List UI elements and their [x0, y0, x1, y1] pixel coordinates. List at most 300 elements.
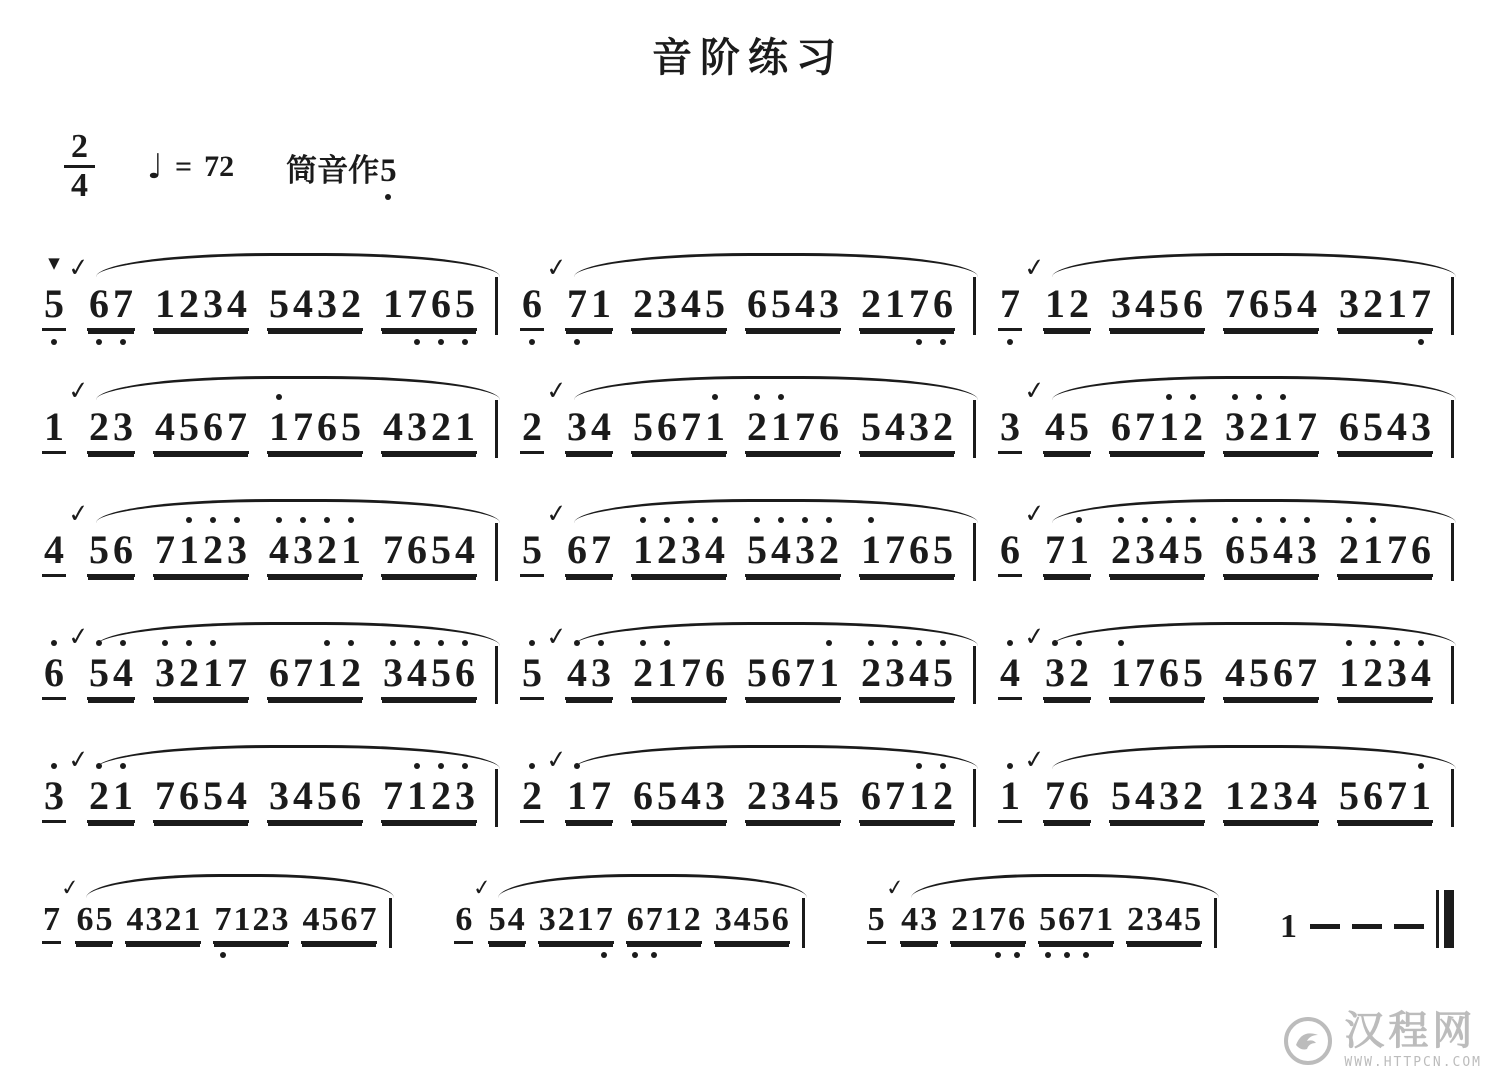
note: 6	[178, 773, 199, 818]
note: 4	[302, 901, 320, 938]
note: 5	[1158, 281, 1179, 326]
note: 6	[1158, 650, 1179, 695]
measure	[520, 251, 976, 331]
note: 1	[1410, 773, 1431, 818]
note-group	[87, 650, 135, 700]
note: 5	[1110, 773, 1131, 818]
note: 7	[680, 404, 701, 449]
note-group	[1038, 903, 1114, 944]
note-group	[75, 903, 113, 944]
note: 5	[867, 901, 885, 938]
note: 6	[656, 404, 677, 449]
note: 4	[1296, 281, 1317, 326]
note: 6	[1058, 901, 1076, 938]
breath-mark-icon: ✓	[66, 251, 91, 284]
breath-mark-icon: ✓	[544, 620, 569, 653]
first-note	[42, 527, 66, 577]
note-group	[1337, 773, 1433, 823]
note: 7	[292, 404, 313, 449]
note: 2	[1248, 773, 1269, 818]
note: 4	[1165, 901, 1183, 938]
barline	[1451, 769, 1454, 827]
note: 7	[214, 901, 232, 938]
note: 2	[88, 404, 109, 449]
note: 4	[406, 650, 427, 695]
note: 7	[566, 281, 587, 326]
note: 1	[340, 527, 361, 572]
note: 1	[112, 773, 133, 818]
note: 5	[1182, 527, 1203, 572]
note-group	[631, 404, 727, 454]
note: 6	[1008, 901, 1026, 938]
note: 1	[908, 773, 929, 818]
note-group	[565, 650, 613, 700]
notation-area	[42, 249, 1454, 944]
note: 4	[1134, 773, 1155, 818]
note: 3	[714, 901, 732, 938]
measure	[520, 497, 976, 577]
note: 1	[664, 901, 682, 938]
final-barline-thin	[1436, 890, 1439, 948]
note-group	[213, 903, 289, 944]
note: 1	[178, 527, 199, 572]
note: 6	[112, 527, 133, 572]
note: 1	[656, 650, 677, 695]
note-group	[1043, 650, 1091, 700]
slur-arc	[1052, 253, 1456, 277]
note: 2	[932, 773, 953, 818]
note-group	[950, 903, 1026, 944]
note-group	[1126, 903, 1202, 944]
note: 3	[1338, 281, 1359, 326]
note: 2	[656, 527, 677, 572]
slur-arc	[96, 253, 500, 277]
note-group	[565, 527, 613, 577]
note: 6	[1410, 527, 1431, 572]
note: 1	[1386, 281, 1407, 326]
note-group	[301, 903, 377, 944]
note: 2	[1068, 281, 1089, 326]
slur-arc	[574, 499, 978, 523]
note: 5	[1182, 650, 1203, 695]
note-group	[1223, 281, 1319, 331]
note-group	[153, 404, 249, 454]
note: 1	[770, 404, 791, 449]
first-note	[998, 650, 1022, 700]
first-note	[520, 527, 544, 577]
note-group	[631, 650, 727, 700]
note-group	[153, 281, 249, 331]
note-group	[859, 527, 955, 577]
note-group	[87, 527, 135, 577]
note-group	[87, 404, 135, 454]
note: 6	[1110, 404, 1131, 449]
duration-dash	[1310, 924, 1340, 929]
first-note	[520, 404, 544, 454]
note: 2	[1127, 901, 1145, 938]
measure	[998, 620, 1454, 700]
note: 2	[340, 650, 361, 695]
note: 1	[454, 404, 475, 449]
note: 2	[860, 281, 881, 326]
final-barline	[1436, 890, 1454, 948]
final-barline-thick	[1444, 890, 1454, 948]
barline	[495, 277, 498, 335]
time-signature-denominator: 4	[64, 165, 95, 204]
note: 3	[112, 404, 133, 449]
breath-mark-icon: ✓	[1022, 743, 1047, 776]
note: 7	[1044, 527, 1065, 572]
note: 2	[164, 901, 182, 938]
note: 5	[268, 281, 289, 326]
note-group	[267, 404, 363, 454]
breath-mark-icon: ✓	[66, 374, 91, 407]
note: 1	[154, 281, 175, 326]
first-note	[42, 254, 66, 331]
note: 6	[1338, 404, 1359, 449]
note: 6	[202, 404, 223, 449]
note-group	[153, 773, 249, 823]
note: 3	[1134, 527, 1155, 572]
measure	[42, 875, 392, 944]
barline	[973, 646, 976, 704]
note: 3	[154, 650, 175, 695]
note: 1	[1362, 527, 1383, 572]
barline	[495, 523, 498, 581]
note: 2	[632, 650, 653, 695]
note: 4	[1044, 404, 1065, 449]
note: 3	[538, 901, 556, 938]
first-note	[520, 773, 544, 823]
barline	[495, 400, 498, 458]
note: 5	[632, 404, 653, 449]
note-group	[565, 281, 613, 331]
note: 5	[95, 901, 113, 938]
note: 3	[382, 650, 403, 695]
note: 7	[884, 773, 905, 818]
barline	[1451, 646, 1454, 704]
note: 6	[1000, 527, 1021, 572]
note: 5	[454, 281, 475, 326]
note: 2	[522, 404, 543, 449]
slur-arc	[574, 376, 978, 400]
note: 6	[1068, 773, 1089, 818]
first-note	[998, 281, 1022, 331]
note: 6	[632, 773, 653, 818]
note-group	[87, 773, 135, 823]
note-group	[125, 903, 201, 944]
note: 6	[1362, 773, 1383, 818]
slur-arc	[1052, 745, 1456, 769]
note: 5	[1248, 527, 1269, 572]
measure	[520, 620, 976, 700]
note-group	[381, 650, 477, 700]
tempo-bpm: 72	[204, 150, 235, 183]
note: 4	[590, 404, 611, 449]
note: 2	[683, 901, 701, 938]
note-group	[1223, 650, 1319, 700]
note: 2	[1182, 773, 1203, 818]
note: 7	[590, 527, 611, 572]
note: 2	[1110, 527, 1131, 572]
slur-arc	[86, 874, 394, 898]
note: 2	[1338, 527, 1359, 572]
note: 5	[1068, 404, 1089, 449]
measure	[998, 251, 1454, 331]
note-group	[1043, 404, 1091, 454]
key-note: 5	[380, 152, 397, 189]
note: 3	[316, 281, 337, 326]
first-note	[998, 404, 1022, 454]
note: 4	[1158, 527, 1179, 572]
measure	[42, 497, 498, 577]
note: 1	[1044, 281, 1065, 326]
note: 1	[704, 404, 725, 449]
note: 5	[704, 281, 725, 326]
note-group	[745, 281, 841, 331]
note: 4	[1296, 773, 1317, 818]
note: 7	[154, 773, 175, 818]
note-group	[1337, 650, 1433, 700]
note: 5	[88, 527, 109, 572]
note: 4	[1000, 650, 1021, 695]
note: 5	[1272, 281, 1293, 326]
note-group	[267, 773, 363, 823]
note: 5	[178, 404, 199, 449]
note: 4	[908, 650, 929, 695]
time-signature-numerator: 2	[71, 128, 88, 166]
note: 7	[359, 901, 377, 938]
note: 4	[154, 404, 175, 449]
note: 6	[1224, 527, 1245, 572]
note: 2	[1248, 404, 1269, 449]
note: 1	[818, 650, 839, 695]
barline	[973, 277, 976, 335]
note: 4	[680, 281, 701, 326]
note: 3	[268, 773, 289, 818]
note: 6	[860, 773, 881, 818]
note: 5	[860, 404, 881, 449]
note: 6	[340, 901, 358, 938]
note: 2	[932, 404, 953, 449]
note-group	[381, 773, 477, 823]
first-note	[42, 773, 66, 823]
note: 2	[340, 281, 361, 326]
breath-mark-icon: ✓	[1022, 374, 1047, 407]
barline	[1451, 523, 1454, 581]
note-group	[745, 404, 841, 454]
note: 1	[268, 404, 289, 449]
note: 7	[1386, 527, 1407, 572]
note: 2	[818, 527, 839, 572]
note: 1	[382, 281, 403, 326]
note: 5	[340, 404, 361, 449]
note: 6	[746, 281, 767, 326]
note: 7	[794, 404, 815, 449]
music-line	[42, 249, 1454, 331]
note: 7	[794, 650, 815, 695]
note: 3	[1146, 901, 1164, 938]
measure	[42, 374, 498, 454]
note: 5	[1248, 650, 1269, 695]
slur-arc	[1052, 376, 1456, 400]
note: 1	[316, 650, 337, 695]
note: 7	[112, 281, 133, 326]
note-group	[714, 903, 790, 944]
barline	[1214, 898, 1217, 948]
note: 6	[454, 650, 475, 695]
watermark-logo-icon	[1282, 1015, 1334, 1067]
note: 3	[656, 281, 677, 326]
note-group	[267, 650, 363, 700]
note: 7	[226, 650, 247, 695]
measure	[998, 374, 1454, 454]
note: 6	[430, 281, 451, 326]
note: 5	[88, 650, 109, 695]
note: 7	[292, 650, 313, 695]
note: 2	[951, 901, 969, 938]
note-group	[565, 404, 613, 454]
key-instruction	[286, 145, 398, 190]
note: 5	[932, 527, 953, 572]
note-group	[267, 527, 363, 577]
barline	[802, 898, 805, 948]
note: 7	[989, 901, 1007, 938]
note: 7	[645, 901, 663, 938]
note: 4	[292, 773, 313, 818]
note: 7	[1000, 281, 1021, 326]
note: 3	[1158, 773, 1179, 818]
note: 7	[1044, 773, 1065, 818]
barline	[973, 523, 976, 581]
note: 7	[590, 773, 611, 818]
note: 3	[908, 404, 929, 449]
note: 3	[680, 527, 701, 572]
note: 3	[920, 901, 938, 938]
barline	[495, 646, 498, 704]
barline	[1451, 277, 1454, 335]
note: 1	[233, 901, 251, 938]
note: 7	[1296, 404, 1317, 449]
note: 5	[746, 527, 767, 572]
note: 1	[1096, 901, 1114, 938]
barline	[973, 769, 976, 827]
first-note	[42, 404, 66, 454]
note-group	[745, 527, 841, 577]
note: 1	[1338, 650, 1359, 695]
note-group	[565, 773, 613, 823]
duration-dash	[1352, 924, 1382, 929]
note: 4	[770, 527, 791, 572]
note: 1	[44, 404, 64, 449]
watermark	[1282, 1008, 1482, 1070]
note: 1	[1158, 404, 1179, 449]
note: 1	[1224, 773, 1245, 818]
breath-mark-icon: ✓	[66, 620, 91, 653]
note: 5	[1184, 901, 1202, 938]
note-group	[1109, 773, 1205, 823]
note: 7	[680, 650, 701, 695]
note: 6	[1182, 281, 1203, 326]
note-group	[1223, 527, 1319, 577]
barline	[1451, 400, 1454, 458]
note: 2	[88, 773, 109, 818]
note: 4	[680, 773, 701, 818]
accent-icon: ▼	[48, 254, 60, 272]
note: 2	[746, 404, 767, 449]
measure	[42, 251, 498, 331]
barline	[495, 769, 498, 827]
note: 2	[202, 527, 223, 572]
music-line	[42, 372, 1454, 454]
breath-mark-icon: ✓	[544, 374, 569, 407]
note: 4	[226, 773, 247, 818]
note: 6	[406, 527, 427, 572]
barline	[389, 898, 392, 948]
note: 1	[632, 527, 653, 572]
note: 7	[1224, 281, 1245, 326]
note: 5	[202, 773, 223, 818]
tempo-equals: =	[175, 150, 193, 183]
note: 7	[226, 404, 247, 449]
note-group	[900, 903, 938, 944]
first-note	[520, 281, 544, 331]
note: 6	[522, 281, 543, 326]
note: 6	[566, 527, 587, 572]
note: 1	[566, 773, 587, 818]
note: 4	[794, 773, 815, 818]
note: 3	[406, 404, 427, 449]
note: 4	[126, 901, 144, 938]
note: 1	[1000, 773, 1021, 818]
note: 4	[507, 901, 525, 938]
note: 6	[44, 650, 64, 695]
note: 3	[1000, 404, 1021, 449]
note: 4	[226, 281, 247, 326]
note-group	[1337, 404, 1433, 454]
slur-arc	[574, 253, 978, 277]
note: 5	[44, 281, 64, 326]
note: 6	[818, 404, 839, 449]
note-group	[1223, 404, 1319, 454]
note-group	[381, 281, 477, 331]
note: 6	[88, 281, 109, 326]
breath-mark-icon: ✓	[1022, 251, 1047, 284]
measure	[454, 875, 804, 944]
note: 4	[454, 527, 475, 572]
note: 7	[884, 527, 905, 572]
note: 4	[794, 281, 815, 326]
breath-mark-icon: ✓	[544, 743, 569, 776]
note-group	[1337, 527, 1433, 577]
note-group	[626, 903, 702, 944]
final-measure	[1279, 890, 1454, 944]
note: 6	[340, 773, 361, 818]
note: 4	[1272, 527, 1293, 572]
note: 6	[1272, 650, 1293, 695]
note: 6	[770, 650, 791, 695]
note-group	[745, 650, 841, 700]
note: 2	[632, 281, 653, 326]
note: 3	[1110, 281, 1131, 326]
note: 2	[316, 527, 337, 572]
note: 1	[884, 281, 905, 326]
note-group	[1223, 773, 1319, 823]
tempo-marking	[147, 147, 234, 187]
note-group	[1109, 281, 1205, 331]
note: 4	[566, 650, 587, 695]
measure	[42, 743, 498, 823]
